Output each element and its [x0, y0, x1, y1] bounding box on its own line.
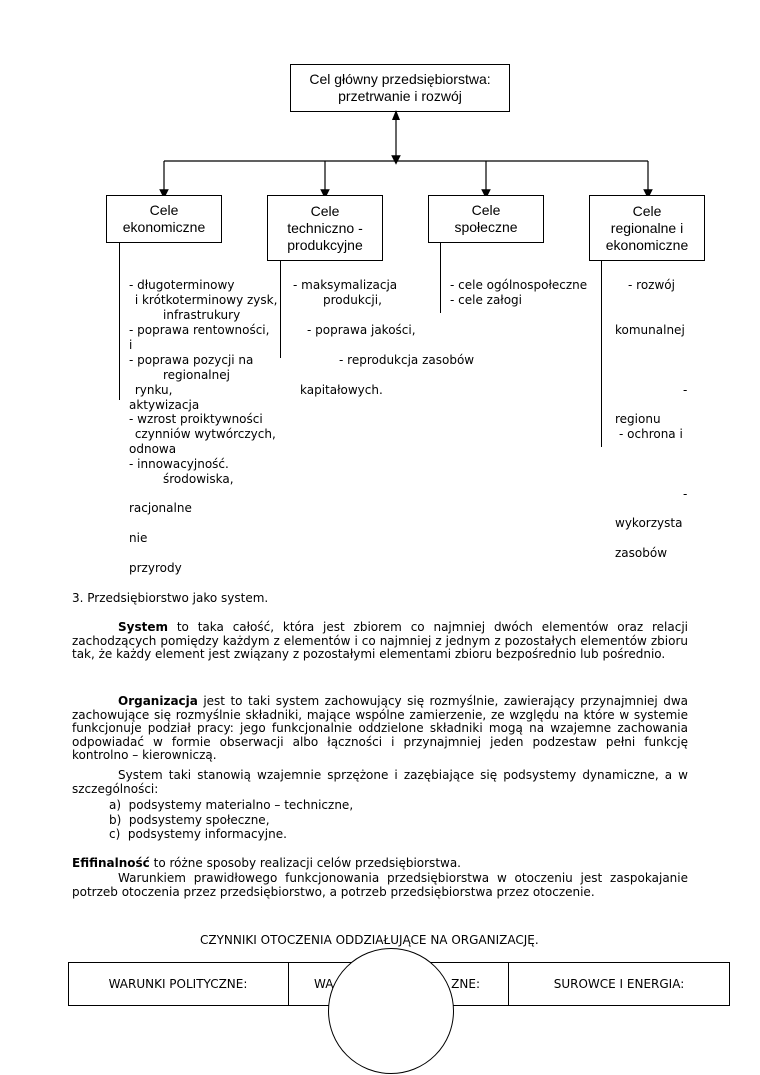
cell-text: ZNE: [451, 977, 480, 991]
system-text: to taka całość, która jest zbiorem co najmniej dwóch elementów oraz relacji zachodzących pomiędzy każdym z elementów i co najmniej z jednym z pozostałych elementów zbioru tak, że każdy element jest związany z pozostałymi elementami zbioru bezpośrednio lub pośrednio. [72, 620, 688, 661]
list-text: - poprawa rentowności, [129, 323, 270, 337]
list-text: środowiska, [163, 472, 234, 486]
list-text: rynku, [131, 383, 173, 397]
list-text: komunalnej [615, 323, 685, 337]
table-title: CZYNNIKI OTOCZENIA ODDZIAŁUJĄCE NA ORGANIZACJĘ. [200, 933, 539, 947]
list-text: nie [129, 531, 148, 545]
list-line-technical [280, 261, 281, 358]
effinality-term: Efifinalność [72, 856, 150, 870]
goal-box-social: Cele społeczne [428, 195, 544, 243]
list-text: i [129, 338, 133, 352]
list-text: - wzrost proiktywności [129, 412, 263, 426]
list-text: - poprawa pozycji na [129, 353, 254, 367]
list-text: - [683, 487, 688, 501]
list-text: - [683, 383, 688, 397]
list-text: kapitałowych. [300, 383, 383, 397]
effinality-text: to różne sposoby realizacji celów przedsiębiorstwa. [149, 856, 461, 870]
main-goal-box: Cel główny przedsiębiorstwa: przetrwanie i rozwój [290, 64, 510, 112]
cell-text: SUROWCE I ENERGIA: [553, 977, 685, 991]
list-text: - innowacyjność. [129, 457, 229, 471]
cell-text: WARUNKI POLITYCZNE: [108, 977, 248, 991]
goal-box-regional: Cele regionalne i ekonomiczne [589, 195, 705, 261]
list-text: zasobów [615, 546, 668, 560]
overlay-circle [328, 948, 454, 1074]
subsystems-intro: System taki stanowią wzajemnie sprzężone i zazębiające się podsystemy dynamiczne, a w szczególności: [72, 768, 688, 796]
system-paragraph [72, 621, 688, 662]
organization-paragraph [72, 695, 688, 763]
list-text: - cele załogi [450, 293, 523, 307]
list-text: racjonalne [129, 501, 192, 515]
table-cell-political [68, 962, 289, 1006]
list-text: - ochrona i [619, 427, 683, 441]
cell-text: WA [314, 977, 334, 991]
list-text: odnowa [129, 442, 177, 456]
list-text: - poprawa jakości, [307, 323, 416, 337]
organization-text: jest to taki system zachowujący się rozmyślnie, zawierający przynajmniej dwa zachowujące się rozmyślnie składniki, mające wspólne zamierzenie, ze względu na które w systemie funkcjonuje podział pracy: jego funkcjonalnie oddzielone składniki mogą na wzajemne zachowania odpowiadać w formie obserwacji albo łączności i przynajmniej jeden podzestaw pełni funkcję kontrolno – kierowniczą. [72, 694, 688, 762]
goal-box-economic: Cele ekonomiczne [106, 195, 222, 243]
list-text: czynniów wytwórczych, [131, 427, 276, 441]
subsystem-item: b) podsystemy społeczne, [109, 813, 270, 827]
list-line-regional [601, 261, 602, 447]
list-text: produkcji, [323, 293, 382, 307]
section-heading: 3. Przedsiębiorstwo jako system. [72, 591, 269, 605]
organization-term: Organizacja [118, 694, 198, 708]
list-line-social [440, 243, 441, 313]
list-text: - cele ogólnospołeczne [450, 278, 588, 292]
list-text: - maksymalizacja [293, 278, 398, 292]
list-line-economic [119, 243, 120, 400]
subsystem-item: a) podsystemy materialno – techniczne, [109, 798, 354, 812]
list-text: regionalnej [163, 368, 230, 382]
list-text: przyrody [129, 561, 182, 575]
table-cell-resources [508, 962, 730, 1006]
system-term: System [118, 620, 168, 634]
list-text: regionu [615, 412, 661, 426]
list-text: wykorzysta [615, 516, 683, 530]
list-text: i krótkoterminowy zysk, [131, 293, 278, 307]
list-text: - reprodukcja zasobów [339, 353, 475, 367]
effinality-paragraph [72, 857, 688, 871]
list-text: - długoterminowy [129, 278, 235, 292]
list-text: - rozwój [628, 278, 675, 292]
arrow-up-icon [392, 110, 400, 120]
goal-box-technical: Cele techniczno - produkcyjne [267, 195, 383, 261]
subsystem-item: c) podsystemy informacyjne. [109, 827, 287, 841]
list-text: aktywizacja [129, 398, 200, 412]
list-text: infrastrukury [163, 308, 241, 322]
effinality-continuation: Warunkiem prawidłowego funkcjonowania przedsiębiorstwa w otoczeniu jest zaspokajanie potrzeb otoczenia przez przedsiębiorstwo, a potrzeb przedsiębiorstwa przez otoczenie. [72, 871, 688, 899]
